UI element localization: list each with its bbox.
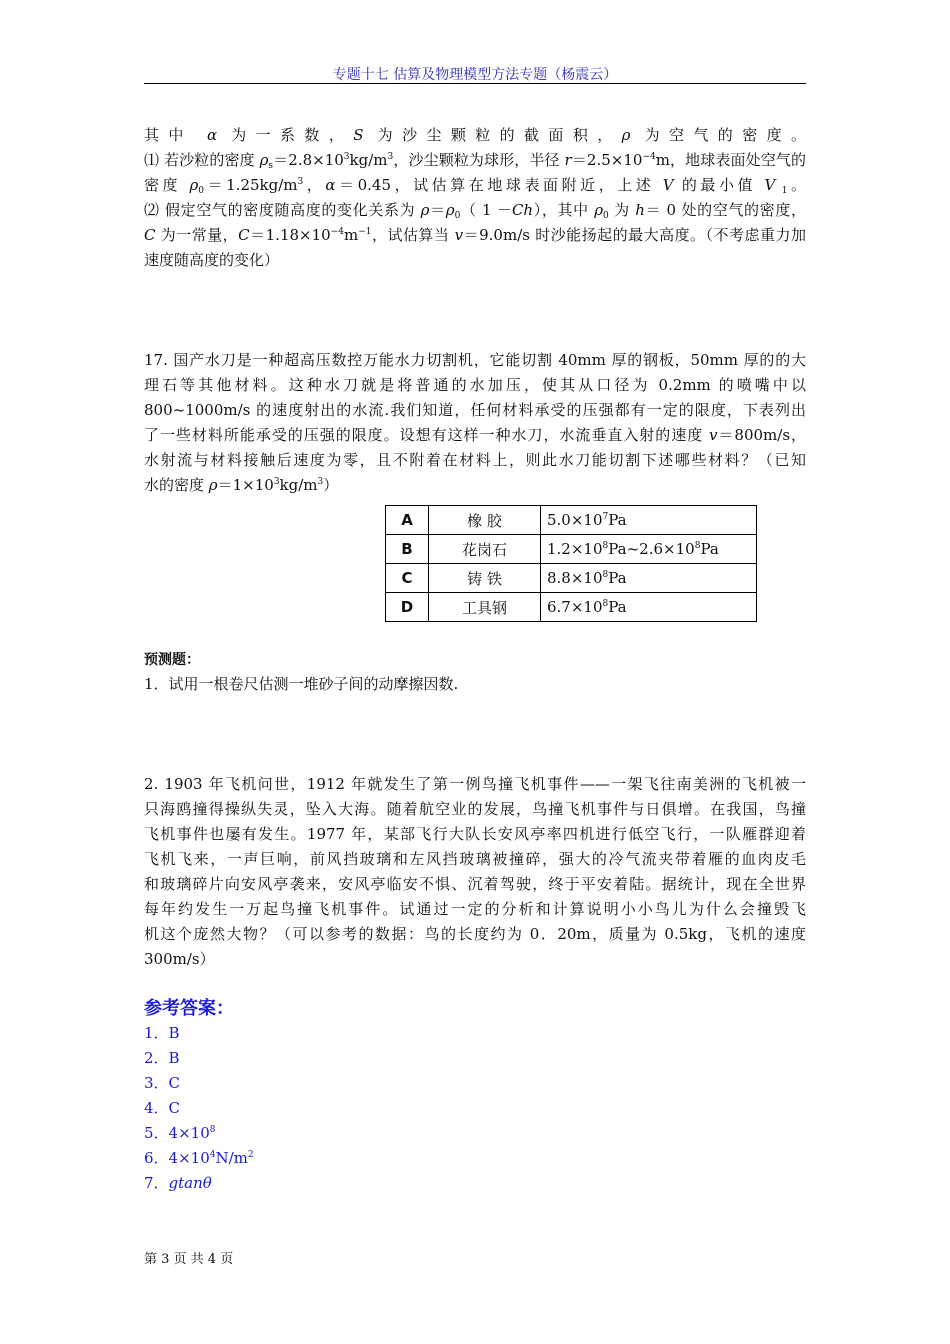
text-line <box>144 1171 806 1196</box>
pressure-limit <box>541 506 757 535</box>
text-run: ⑴ 若沙粒的密度 <box>144 151 260 169</box>
header-rule <box>144 83 806 84</box>
text-run: 了一些材料所能承受的压强的限度。设想有这样一种水刀，水流垂直入射的速度 <box>144 426 709 444</box>
text-line <box>144 423 806 448</box>
superscript: 3 <box>297 177 304 187</box>
text-run: 机这个庞然大物？（可以参考的数据：鸟的长度约为 0．20m，质量为 0.5kg，飞机的速度 <box>144 925 806 943</box>
text-line <box>144 872 806 897</box>
math-symbol: Ch <box>511 201 534 219</box>
text-run: 水的密度 <box>144 476 209 494</box>
superscript: 2 <box>247 1150 254 1160</box>
math-symbol: C <box>144 226 156 244</box>
superscript: 8 <box>694 541 701 551</box>
text-run: 。 <box>787 176 806 194</box>
text-run: 理石等其他材料。这种水刀就是将普通的水加压，使其从口径为 0.2mm 的喷嘴中以 <box>144 376 806 394</box>
superscript: 7 <box>602 512 609 522</box>
option-key: D <box>386 593 429 622</box>
math-symbol: gtanθ <box>168 1174 212 1192</box>
text-run: ，沙尘颗粒为球形，半径 <box>393 151 565 169</box>
text-line <box>144 398 806 423</box>
text-run: 4．C <box>144 1099 181 1117</box>
text-line <box>144 448 806 473</box>
math-symbol: ρ <box>594 201 604 219</box>
math-symbol: v <box>454 226 464 244</box>
option-key: B <box>386 535 429 564</box>
math-symbol: α <box>325 176 336 194</box>
text-line <box>144 173 806 198</box>
text-line <box>144 1096 806 1121</box>
text-run: 5.0×10 <box>547 511 603 529</box>
page-footer: 第 3 页 共 4 页 <box>144 1252 234 1267</box>
text-line <box>144 198 806 223</box>
text-run: 密度 <box>144 176 190 194</box>
text-run: 只海鸥撞得操纵失灵，坠入大海。随着航空业的发展，鸟撞飞机事件与日俱增。在我国，鸟撞 <box>144 800 806 818</box>
text-line <box>144 1121 806 1146</box>
materials-table <box>385 505 757 622</box>
math-symbol: ρ <box>420 201 430 219</box>
material-name: 工具钢 <box>429 593 541 622</box>
text-run: 2. 1903 年飞机问世，1912 年就发生了第一例鸟撞飞机事件——一架飞往南美洲的飞机被一 <box>144 775 806 793</box>
text-line <box>144 1046 806 1071</box>
subscript: 1 <box>775 186 788 196</box>
text-run: ＝800m/s， <box>717 426 806 444</box>
table-row <box>386 535 757 564</box>
math-symbol: h <box>635 201 645 219</box>
text-run: 速度随高度的变化） <box>144 251 280 269</box>
superscript: 3 <box>317 477 324 487</box>
text-line <box>144 897 806 922</box>
text-run: 为一常量， <box>155 226 239 244</box>
table-row <box>386 564 757 593</box>
subscript: s <box>268 161 274 171</box>
pressure-limit <box>541 564 757 593</box>
text-line <box>144 348 806 373</box>
text-line <box>144 248 806 273</box>
text-line <box>144 1021 806 1046</box>
math-symbol: α <box>206 126 218 144</box>
text-run: ） <box>323 476 339 494</box>
math-symbol: S <box>353 126 364 144</box>
math-symbol: C <box>238 226 250 244</box>
math-symbol: ρ <box>621 126 631 144</box>
predict-title: 预测题： <box>144 652 200 668</box>
text-run: ＝2.8×10 <box>273 151 344 169</box>
material-name: 橡 胶 <box>429 506 541 535</box>
text-run: ⑵ 假定空气的密度随高度的变化关系为 <box>144 201 421 219</box>
math-symbol: V <box>662 176 674 194</box>
material-name: 花岗石 <box>429 535 541 564</box>
math-symbol: ρ <box>208 476 218 494</box>
superscript: 8 <box>602 599 609 609</box>
text-run: 1．B <box>144 1024 180 1042</box>
text-run: kg/m <box>349 151 388 169</box>
text-line <box>144 1071 806 1096</box>
text-run: 每年约发生一万起鸟撞飞机事件。试通过一定的分析和计算说明小小鸟儿为什么会撞毁飞 <box>144 900 806 918</box>
table-row <box>386 593 757 622</box>
text-run: kg/m <box>279 476 318 494</box>
text-line <box>144 947 806 972</box>
answers-title: 参考答案： <box>144 998 234 1019</box>
superscript: 8 <box>602 541 609 551</box>
text-run: ），其中 <box>533 201 595 219</box>
text-run: ＝1.18×10 <box>249 226 331 244</box>
text-run: ＝ 0 处的空气的密度， <box>644 201 806 219</box>
page-header: 专题十七 估算及物理模型方法专题（杨震云） <box>332 67 618 83</box>
math-symbol: ρ <box>445 201 455 219</box>
superscript: −4 <box>642 152 656 162</box>
text-line <box>144 223 806 248</box>
text-line <box>144 123 806 148</box>
text-run: 8.8×10 <box>547 569 603 587</box>
text-run: 800~1000m/s 的速度射出的水流.我们知道，任何材料承受的压强都有一定的限度，下表列出 <box>144 401 806 419</box>
math-symbol: ρ <box>259 151 269 169</box>
text-run: 300m/s） <box>144 950 215 968</box>
text-line <box>144 473 806 498</box>
math-symbol: V <box>764 176 776 194</box>
text-run: 为沙尘颗粒的截面积， <box>363 126 622 144</box>
superscript: 3 <box>343 152 350 162</box>
text-run: 为一系数， <box>217 126 354 144</box>
text-run: 3．C <box>144 1074 181 1092</box>
pressure-limit <box>541 593 757 622</box>
text-run: 飞机飞来，一声巨响，前风挡玻璃和左风挡玻璃被撞碎，强大的冷气流夹带着雁的血肉皮毛 <box>144 850 806 868</box>
text-line <box>144 772 806 797</box>
text-run: N/m <box>215 1149 248 1167</box>
text-run: ＝0.45，试估算在地球表面附近，上述 <box>335 176 663 194</box>
superscript: −1 <box>358 227 372 237</box>
superscript: −4 <box>330 227 344 237</box>
subscript: 0 <box>603 211 609 221</box>
text-run: ＝1×10 <box>217 476 274 494</box>
text-run: 2．B <box>144 1049 180 1067</box>
table-row <box>386 506 757 535</box>
text-run: 的最小值 <box>673 176 765 194</box>
text-run: m <box>343 226 359 244</box>
subscript: 0 <box>454 211 461 221</box>
text-line <box>144 922 806 947</box>
text-run: 为空气的密度。 <box>630 126 806 144</box>
text-line <box>144 1146 806 1171</box>
text-run: ＝1.25kg/m <box>204 176 298 194</box>
option-key: A <box>386 506 429 535</box>
text-run: ＝9.0m/s 时沙能扬起的最大高度。（不考虑重力加 <box>463 226 806 244</box>
text-run: 和玻璃碎片向安风亭袭来，安风亭临安不惧、沉着驾驶，终于平安着陆。据统计，现在全世界 <box>144 875 806 893</box>
text-run: Pa <box>608 569 627 587</box>
question-17 <box>144 348 806 498</box>
superscript: 8 <box>602 570 609 580</box>
text-run: 5．4×10 <box>144 1124 210 1142</box>
text-run: ，试估算当 <box>371 226 455 244</box>
text-run: 水射流与材料接触后速度为零，且不附着在材料上，则此水刀能切割下述哪些材料？（已知 <box>144 451 806 469</box>
text-run: 6.7×10 <box>547 598 603 616</box>
text-run: Pa <box>608 598 627 616</box>
text-run: （ 1 － <box>460 201 512 219</box>
text-line <box>144 822 806 847</box>
text-line <box>144 797 806 822</box>
math-symbol: v <box>708 426 718 444</box>
text-run: 1.2×10 <box>547 540 603 558</box>
material-name: 铸 铁 <box>429 564 541 593</box>
option-key: C <box>386 564 429 593</box>
subscript: 0 <box>198 186 205 196</box>
text-run: 飞机事件也屡有发生。1977 年，某部飞行大队长安风亭率四机进行低空飞行，一队雁群迎着 <box>144 825 806 843</box>
text-line <box>144 847 806 872</box>
text-run: m，地球表面处空气的 <box>655 151 806 169</box>
text-line <box>144 373 806 398</box>
text-run: 7． <box>144 1174 169 1192</box>
pressure-limit <box>541 535 757 564</box>
superscript: 4 <box>209 1150 216 1160</box>
answers-list <box>144 1021 806 1196</box>
superscript: 3 <box>273 477 280 487</box>
text-run: ＝ <box>429 201 446 219</box>
text-run: ， <box>303 176 326 194</box>
text-run: 6．4×10 <box>144 1149 210 1167</box>
text-run: Pa <box>700 540 719 558</box>
superscript: 3 <box>387 152 394 162</box>
text-run: 17. 国产水刀是一种超高压数控万能水力切割机，它能切割 40mm 厚的钢板，50mm 厚的的大 <box>144 351 806 369</box>
text-run: Pa <box>608 511 627 529</box>
text-run: ＝2.5×10 <box>571 151 643 169</box>
text-run: 其中 <box>144 126 207 144</box>
text-line <box>144 148 806 173</box>
predict-question-2 <box>144 772 806 972</box>
math-symbol: ρ <box>189 176 199 194</box>
q16-continuation <box>144 123 806 273</box>
predict-question-1: 1．试用一根卷尺估测一堆砂子间的动摩擦因数. <box>144 675 459 693</box>
text-run: 为 <box>608 201 636 219</box>
text-run: Pa~2.6×10 <box>608 540 695 558</box>
math-symbol: r <box>564 151 572 169</box>
superscript: 8 <box>209 1125 216 1135</box>
